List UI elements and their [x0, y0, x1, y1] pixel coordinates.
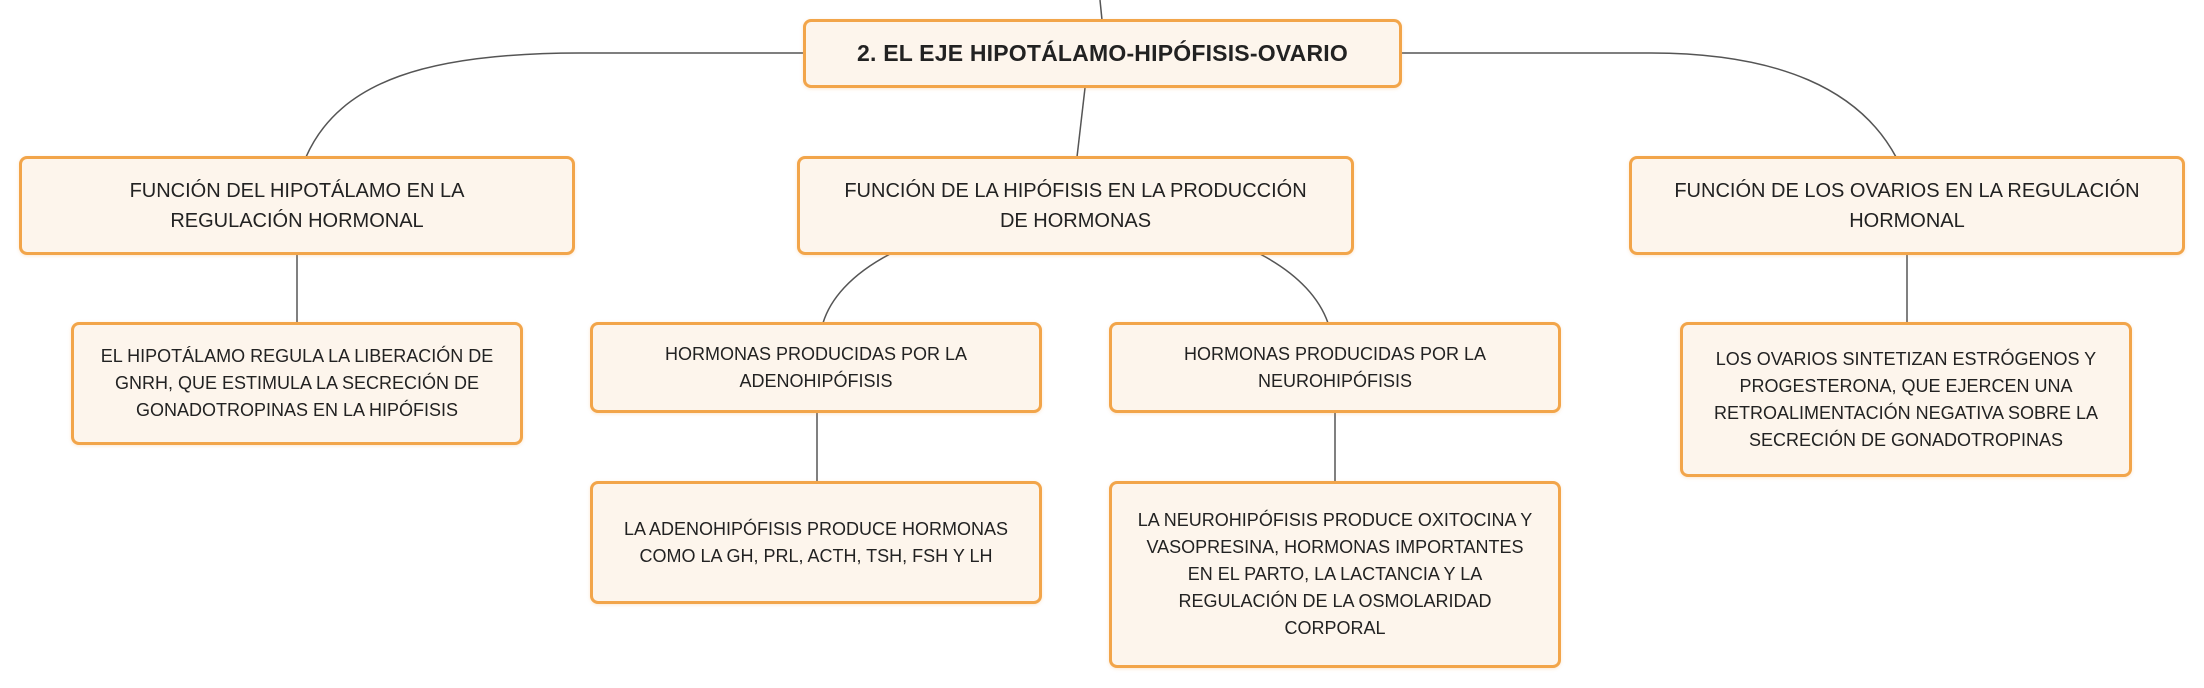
hipotalamo-detail-node[interactable]: [71, 322, 523, 445]
hipotalamo-detail-label: EL HIPOTÁLAMO REGULA LA LIBERACIÓN DE GNRH, QUE ESTIMULA LA SECRECIÓN DE GONADOTROPINAS EN LA HIPÓFISIS: [100, 346, 494, 420]
hipotalamo-node-label: FUNCIÓN DEL HIPOTÁLAMO EN LA REGULACIÓN HORMONAL: [129, 179, 465, 232]
neuro-node-label: HORMONAS PRODUCIDAS POR LA NEUROHIPÓFISIS: [1183, 343, 1487, 391]
connector-hipofisis-adeno: [823, 254, 890, 323]
connector-root-hipofisis: [1077, 88, 1085, 157]
adeno-node-label: HORMONAS PRODUCIDAS POR LA ADENOHIPÓFISIS: [664, 343, 968, 391]
hipofisis-node-label: FUNCIÓN DE LA HIPÓFISIS EN LA PRODUCCIÓN DE HORMONAS: [844, 179, 1307, 232]
connector-hipofisis-neuro: [1260, 254, 1328, 323]
ovarios-detail-node[interactable]: [1680, 322, 2132, 477]
ovarios-node[interactable]: [1629, 156, 2185, 255]
neuro-node[interactable]: [1109, 322, 1561, 413]
adeno-node[interactable]: [590, 322, 1042, 413]
connector-root-hipotalamo: [306, 53, 805, 157]
ovarios-node-label: FUNCIÓN DE LOS OVARIOS EN LA REGULACIÓN HORMONAL: [1674, 179, 2140, 232]
neuro-detail-label: LA NEUROHIPÓFISIS PRODUCE OXITOCINA Y VASOPRESINA, HORMONAS IMPORTANTES EN EL PARTO, LA LACTANCIA Y LA REGULACIÓN DE LA OSMOLARIDAD CORPORAL: [1137, 510, 1533, 638]
adeno-detail-node[interactable]: [590, 481, 1042, 604]
connector-root-parent: [1100, 0, 1102, 20]
ovarios-detail-label: LOS OVARIOS SINTETIZAN ESTRÓGENOS Y PROGESTERONA, QUE EJERCEN UNA RETROALIMENTACIÓN NEGATIVA SOBRE LA SECRECIÓN DE GONADOTROPINAS: [1713, 348, 2099, 450]
connector-root-ovarios: [1400, 53, 1896, 157]
hipotalamo-node[interactable]: [19, 156, 575, 255]
hipofisis-node[interactable]: [797, 156, 1354, 255]
adeno-detail-label: LA ADENOHIPÓFISIS PRODUCE HORMONAS COMO LA GH, PRL, ACTH, TSH, FSH Y LH: [623, 518, 1009, 566]
root-node[interactable]: [803, 19, 1402, 88]
root-node-label: 2. EL EJE HIPOTÁLAMO-HIPÓFISIS-OVARIO: [857, 40, 1348, 66]
neuro-detail-node[interactable]: [1109, 481, 1561, 668]
